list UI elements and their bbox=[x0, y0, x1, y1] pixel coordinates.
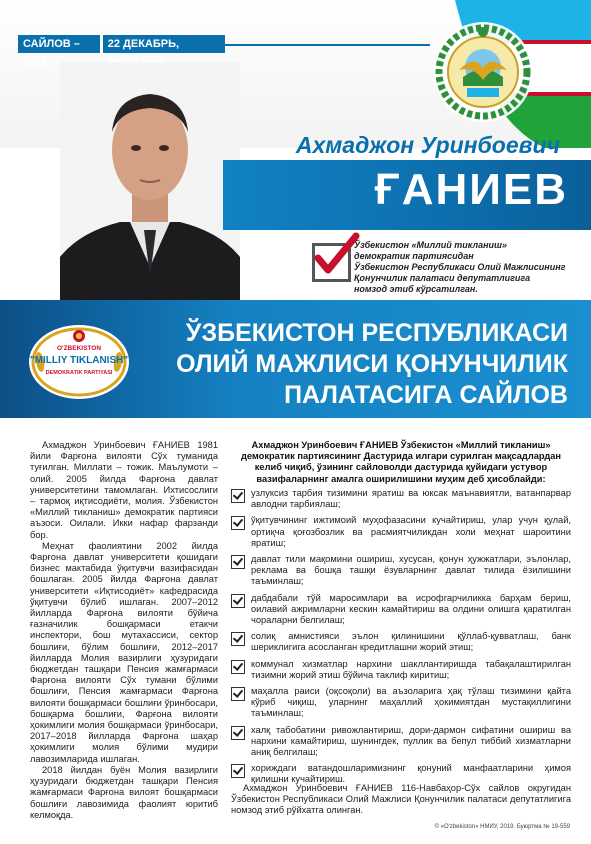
imprint-footer: © «O'zbekiston» НМИУ, 2019. Буюртма № 19-559 bbox=[434, 824, 570, 830]
checkbox-icon bbox=[231, 632, 245, 646]
nomination-text: Ўзбекистон «Миллий тикланиш» демократик партиясидан Ўзбекистон Республикаси Олий Мажлисининг Қонунчилик палатаси депутатлигига номзод этиб кўрсатилган. bbox=[354, 240, 566, 294]
closing-statement: Ахмаджон Уринбоевич ҒАНИЕВ 116-Навбаҳор-Сўх сайлов округидан Ўзбекистон Республикаси Олий Мажлиси Қонунчилик палатаси депутатлигига номзод этиб рўйхатга олинган. bbox=[231, 783, 571, 816]
red-check-icon bbox=[312, 232, 360, 278]
bio-paragraph: Меҳнат фаолиятини 2002 йилда Фарғона давлат университети қошидаги бизнес мактабида ўқитувчи вазифасидан бошлаган. 2005 йилда Фарғона давлат университети «Иқтисодиёт» кафедрасида ўқитувчи бўлиб ишлаган. 2007–2012 йилларда Фарғона вилояти бўйича ғазначилик бошқармаси етакчи инспектори, бош мутахассиси, сектор бошлиғи, бўлим бошлиғи, 2012–2017 йилларда Молия вазирлиги ҳузуридаги бюджетдан ташқари Пенсия жамғармаси Фарғона вилояти Сўх тумани бўлими бошлиғи, Пенсия жамғармаси Фарғона вилояти бошқармаси бошлиғи ўринбосари, бошқарма бошлиғи, Фарғона вилояти ҳокимлиги молия бошқармаси ўринбосари, 2017–2018 йилларда Фарғона шаҳар ҳокимлиги молия бўлими мудири лавозимларида ишлаган. bbox=[30, 540, 218, 764]
checkbox-icon bbox=[231, 764, 245, 778]
party-logo-icon bbox=[28, 322, 130, 400]
checkbox-icon bbox=[231, 594, 245, 608]
checkbox-icon bbox=[231, 489, 245, 503]
list-item: давлат тили мақомини ошириш, хусусан, қонун ҳужжатлари, эълонлар, реклама ва бошқа ташқи ёзувларнинг давлат тилида ёзилишини таъминлаш; bbox=[231, 554, 571, 588]
checkbox-icon bbox=[231, 687, 245, 701]
checkbox-icon bbox=[231, 555, 245, 569]
candidate-surname: ҒАНИЕВ bbox=[374, 165, 568, 214]
party-logo-middle: "MILLIY TIKLANISH" bbox=[29, 355, 129, 366]
bio-paragraph: Ахмаджон Уринбоевич ҒАНИЕВ 1981 йили Фарғона вилояти Сўх туманида туғилган. Миллати – тожик. Маълумоти – олий. 2005 йилда Фарғона давлат университетини тамомлаган. Ихтисослиги – тармоқ иқтисодиёти, молия. Ўзбекистон «Миллий тикланиш» демократик партияси аъзоси. Оилали. Икки нафар фарзанди бор. bbox=[30, 440, 218, 540]
banner-title: ЎЗБЕКИСТОН РЕСПУБЛИКАСИ ОЛИЙ МАЖЛИСИ ҚОНУНЧИЛИК ПАЛАТАСИГА САЙЛОВ bbox=[176, 319, 568, 409]
election-date-bar bbox=[18, 35, 225, 68]
list-item: халқ табобатини ривожлантириш, дори-дармон сифатини ошириш ва нархини камайтириш, шунингдек, пуллик ва бепул тиббий хизматларни аниқ белгилаш; bbox=[231, 725, 571, 759]
list-item: узлуксиз тарбия тизимини яратиш ва юксак маънавиятли, ватанпарвар авлодни тарбиялаш; bbox=[231, 488, 571, 510]
biography bbox=[30, 440, 218, 821]
party-logo-bottom: DEMOKRATIK PARTIYASI bbox=[45, 370, 113, 376]
election-label: САЙЛОВ – 2019 bbox=[18, 35, 100, 53]
list-item: коммунал хизматлар нархини шакллантиришда табақалаштирилган тизимни жорий этиш бўйича таклиф киритиш; bbox=[231, 659, 571, 681]
candidate-photo bbox=[60, 62, 240, 304]
list-item: маҳалла раиси (оқсоқоли) ва аъзоларига ҳақ тўлаш тизимини қайта кўриб чиқиш, уларнинг маҳаллий ҳокимиятдан мустақиллигини таъминлаш; bbox=[231, 686, 571, 720]
candidate-first-names: Ахмаджон Уринбоевич bbox=[295, 132, 560, 158]
list-item: ўқитувчининг ижтимоий муҳофазасини кучайтириш, улар учун қулай, ортиқча қоғозбозлик ва расмиятчиликдан холи меҳнат шароитини яратиш; bbox=[231, 515, 571, 549]
header-rule bbox=[225, 44, 430, 46]
list-item: хориждаги ватандошларимизнинг қонуний манфаатларини ҳимоя қилишни кучайтириш. bbox=[231, 763, 571, 785]
program-list bbox=[231, 488, 571, 791]
state-emblem-icon bbox=[425, 0, 591, 148]
party-logo-top: O'ZBEKISTON bbox=[56, 345, 102, 352]
bio-paragraph: 2018 йилдан буён Молия вазирлиги ҳузуридаги бюджетдан ташқари Пенсия жамғармаси Фарғона вилоят бошқармаси бошлиғи лавозимида фаолият юритиб келмоқда. bbox=[30, 764, 218, 820]
list-item: дабдабали тўй маросимлари ва исрофгарчиликка барҳам бериш, оилавий ажримларни кескин камайтириш ва олдини олишга қаратилган чораларни белгилаш; bbox=[231, 593, 571, 627]
checkbox-icon bbox=[231, 516, 245, 530]
checkbox-icon bbox=[231, 660, 245, 674]
checkbox-icon bbox=[231, 726, 245, 740]
program-heading: Ахмаджон Уринбоевич ҒАНИЕВ Ўзбекистон «Миллий тикланиш» демократик партиясининг Дастурида илгари сурилган мақсадлардан келиб чиқиб, ўзининг сайловолди дастурида қуйидаги устувор вазифаларнинг амалга оширилишини муҳим деб ҳисоблайди: bbox=[240, 440, 562, 484]
election-date: 22 ДЕКАБРЬ, bbox=[103, 35, 225, 53]
list-item: солиқ амнистияси эълон қилинишини қўллаб-қувватлаш, банк шериклигига асосланган кредитлашни жорий этиш; bbox=[231, 631, 571, 653]
